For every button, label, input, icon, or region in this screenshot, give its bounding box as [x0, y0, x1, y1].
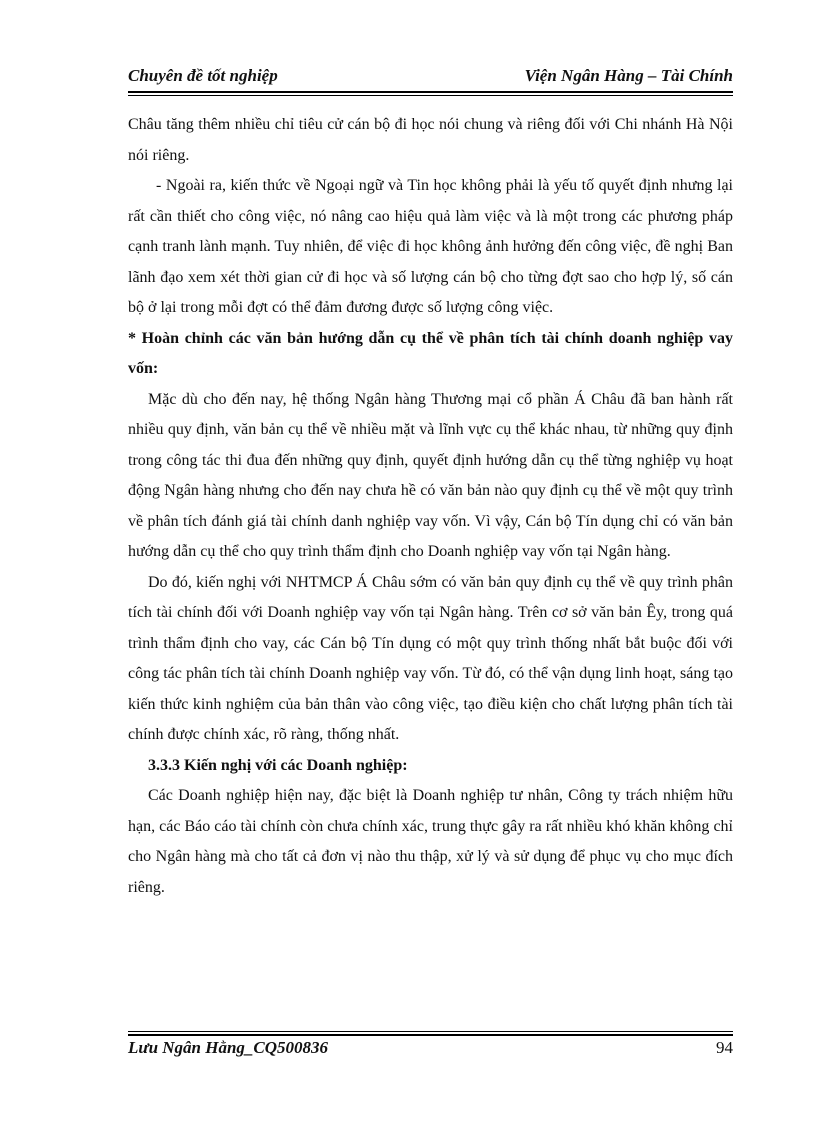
- subsection-heading: 3.3.3 Kiến nghị với các Doanh nghiệp:: [148, 756, 408, 774]
- footer-author: Lưu Ngân Hằng_CQ500836: [128, 1038, 329, 1057]
- paragraph: Do đó, kiến nghị với NHTMCP Á Châu sớm có văn bản quy định cụ thể về quy trình phân tích tài chính đối với Doanh nghiệp vay vốn tại Ngân hàng. Trên cơ sở văn bản Êy, trong quá trình thẩm định cho vay, các Cán bộ Tín dụng có một quy trình thống nhất bắt buộc đối với công tác phân tích tài chính Doanh nghiệp vay vốn. Từ đó, có thể vận dụng linh hoạt, sáng tạo kiến thức kinh nghiệm của bản thân vào công việc, tạo điều kiện cho chất lượng phân tích tài chính được chính xác, rõ ràng, thống nhất.: [128, 573, 733, 743]
- paragraph: Các Doanh nghiệp hiện nay, đặc biệt là Doanh nghiệp tư nhân, Công ty trách nhiệm hữu hạn, các Báo cáo tài chính còn chưa chính xác, trung thực gây ra rất nhiều khó khăn không chỉ cho Ngân hàng mà cho tất cả đơn vị nào thu thập, xử lý và sử dụng để phục vụ cho mục đích riêng.: [128, 787, 733, 896]
- page-footer: [128, 1038, 733, 1062]
- footer-rule-thick: [128, 1034, 733, 1036]
- header-institute: Viện Ngân Hàng – Tài Chính: [524, 66, 733, 85]
- header-rule-thin: [128, 95, 733, 96]
- page-body: [128, 110, 733, 903]
- page-number: 94: [716, 1038, 733, 1057]
- header-rule-thick: [128, 91, 733, 93]
- section-heading: * Hoàn chỉnh các văn bản hướng dẫn cụ thể về phân tích tài chính doanh nghiệp vay vốn:: [128, 329, 733, 377]
- paragraph-bullet: - Ngoài ra, kiến thức về Ngoại ngữ và Tin học không phải là yếu tố quyết định nhưng lại rất cần thiết cho công việc, nó nâng cao hiệu quả làm việc và là một trong các phương pháp cạnh tranh lành mạnh. Tuy nhiên, để việc đi học không ảnh hưởng đến công việc, đề nghị Ban lãnh đạo xem xét thời gian cử đi học và số lượng cán bộ cho từng đợt sao cho hợp lý, số cán bộ ở lại trong mỗi đợt có thể đảm đương được số lượng công việc.: [128, 177, 733, 316]
- footer-rule-thin: [128, 1031, 733, 1032]
- header-document-type: Chuyên đề tốt nghiệp: [128, 66, 278, 85]
- page-header: [128, 66, 733, 92]
- paragraph-continuation: Châu tăng thêm nhiều chỉ tiêu cử cán bộ đi học nói chung và riêng đối với Chi nhánh Hà Nội nói riêng.: [128, 116, 733, 164]
- paragraph: Mặc dù cho đến nay, hệ thống Ngân hàng Thương mại cổ phần Á Châu đã ban hành rất nhiều quy định, văn bản cụ thể về nhiều mặt và lĩnh vực cụ thể khác nhau, từ những quy định trong công tác thi đua đến những quy định, quyết định hướng dẫn cụ thể từng nghiệp vụ hoạt động Ngân hàng nhưng cho đến nay chưa hề có văn bản nào quy định cụ thể về một quy trình về phân tích đánh giá tài chính danh nghiệp vay vốn. Vì vậy, Cán bộ Tín dụng chỉ có văn bản hướng dẫn cụ thể cho quy trình thẩm định cho Doanh nghiệp vay vốn tại Ngân hàng.: [128, 390, 733, 560]
